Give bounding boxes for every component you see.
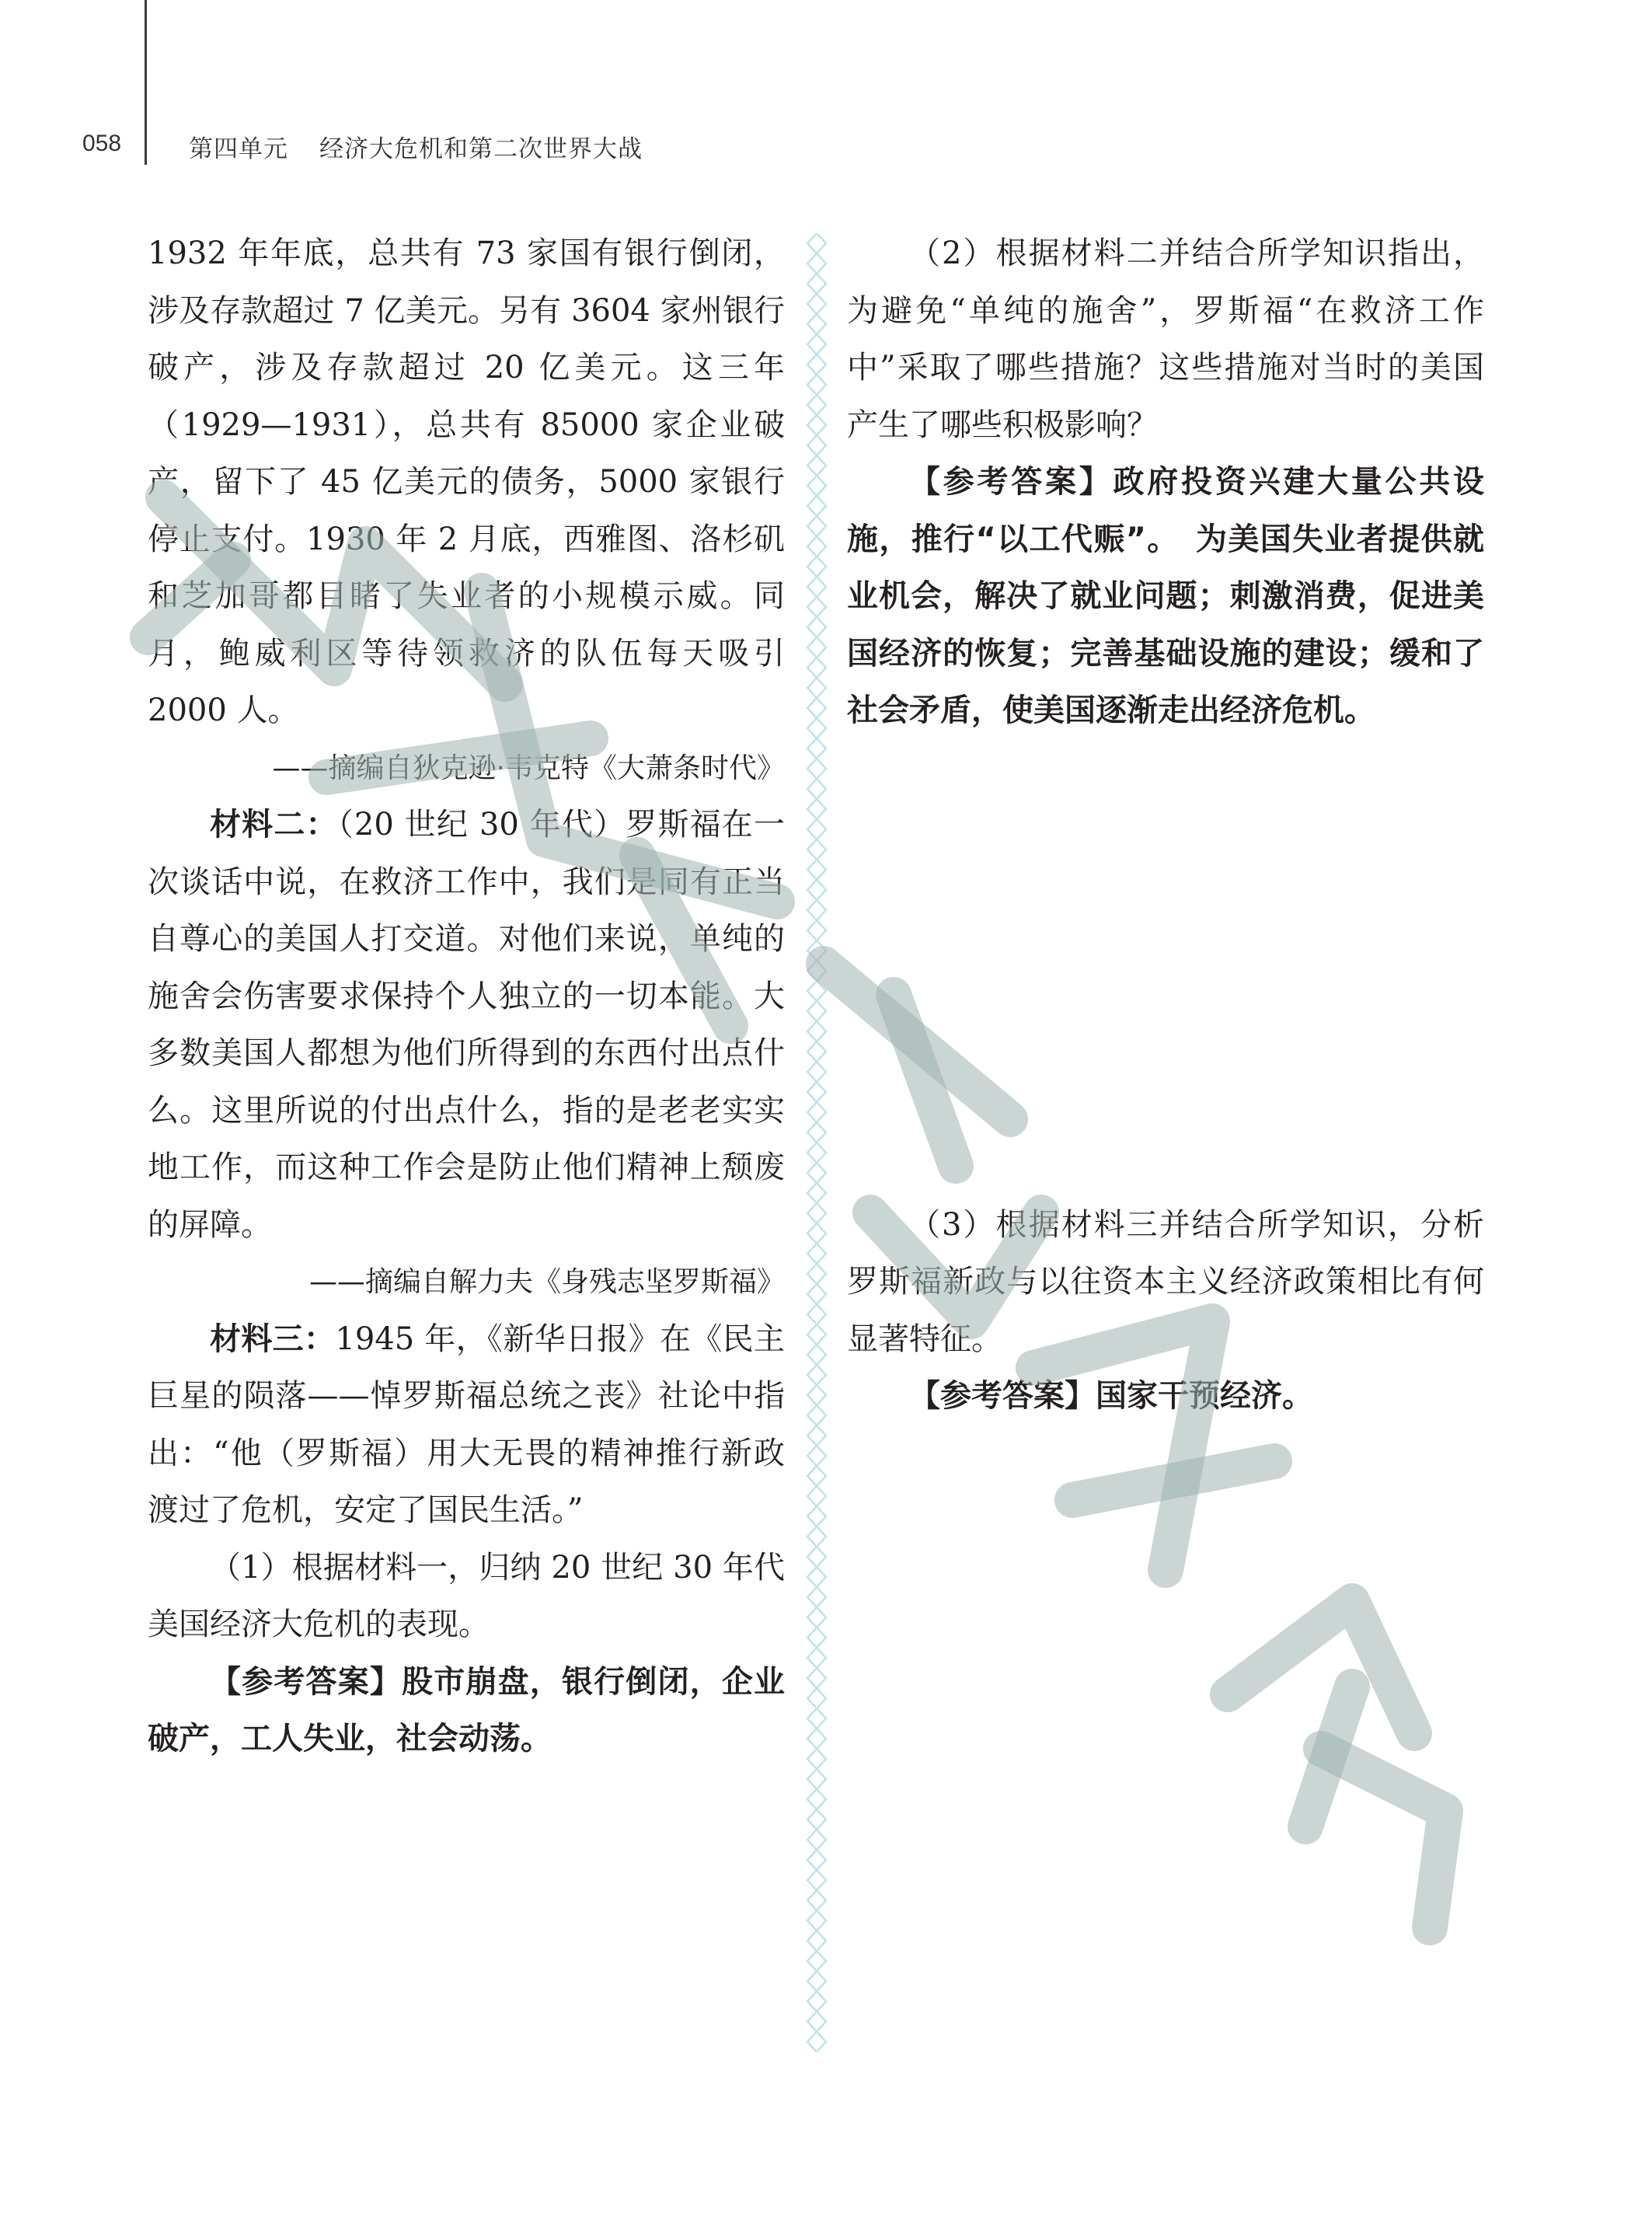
material2-paragraph xyxy=(148,797,785,1254)
left-column xyxy=(148,225,785,1768)
unit-title: 经济大危机和第二次世界大战 xyxy=(319,135,643,163)
running-head xyxy=(189,129,643,164)
answer-1-label: 【参考答案】 xyxy=(210,1663,403,1700)
answer-3-label: 【参考答案】 xyxy=(909,1378,1096,1414)
material1-continued: 1932 年年底，总共有 73 家国有银行倒闭，涉及存款超过 7 亿美元。另有 3604 家州银行破产，涉及存款超过 20 亿美元。这三年（1929—1931），总共有 85000 家企业破产，留下了 45 亿美元的债务，5000 家银行停止支付。1930 年 2 月底，西雅图、洛杉矶和芝加哥都目睹了失业者的小规模示威。同月，鲍威利区等待领救济的队伍每天吸引 2000 人。 xyxy=(148,236,785,728)
answer-2 xyxy=(847,454,1484,740)
material2-text: （20 世纪 30 年代）罗斯福在一次谈话中说，在救济工作中，我们是同有正当自尊心的美国人打交道。对他们来说，单纯的施舍会伤害要求保持个人独立的一切本能。大多数美国人都想为他们所得到的东西付出点什么。这里所说的付出点什么，指的是老老实实地工作，而这种工作会是防止他们精神上颓废的屏障。 xyxy=(148,807,785,1243)
answer-1 xyxy=(148,1654,785,1768)
right-column xyxy=(847,225,1484,1425)
material3-paragraph xyxy=(148,1311,785,1540)
answer-3 xyxy=(847,1368,1484,1425)
answer-3-text: 国家干预经济。 xyxy=(1096,1378,1313,1414)
question-1: （1）根据材料一，归纳 20 世纪 30 年代美国经济大危机的表现。 xyxy=(148,1549,785,1642)
material3-text: 1945 年，《新华日报》在《民主巨星的陨落——悼罗斯福总统之丧》社论中指出：“他（罗斯福）用大无畏的精神推行新政渡过了危机，安定了国民生活。” xyxy=(148,1321,785,1528)
answer-2-label: 【参考答案】 xyxy=(909,464,1114,500)
answer-1-text: 股市崩盘，银行倒闭，企业破产，工人失业，社会动荡。 xyxy=(148,1663,786,1757)
unit-label: 第四单元 xyxy=(189,135,288,163)
answer-space xyxy=(847,740,1484,1197)
source-citation-1: ——摘编自狄克逊·韦克特《大萧条时代》 xyxy=(272,752,785,784)
header-rule xyxy=(145,0,147,165)
answer-2-text: 政府投资兴建大量公共设施，推行“以工代赈”。 为美国失业者提供就业机会，解决了就业问题；刺激消费，促进美国经济的恢复；完善基础设施的建设；缓和了社会矛盾，使美国逐渐走出经济危机。 xyxy=(847,464,1484,728)
material2-label: 材料二： xyxy=(210,807,338,843)
source-citation-2: ——摘编自解力夫《身残志坚罗斯福》 xyxy=(308,1266,785,1298)
question-2: （2）根据材料二并结合所学知识指出，为避免“单纯的施舍”，罗斯福“在救济工作中”采取了哪些措施？这些措施对当时的美国产生了哪些积极影响？ xyxy=(847,236,1484,443)
column-divider xyxy=(803,233,830,2052)
question-3: （3）根据材料三并结合所学知识，分析罗斯福新政与以往资本主义经济政策相比有何显著特征。 xyxy=(847,1206,1484,1357)
material3-label: 材料三： xyxy=(210,1321,336,1357)
page-number: 058 xyxy=(82,131,122,156)
